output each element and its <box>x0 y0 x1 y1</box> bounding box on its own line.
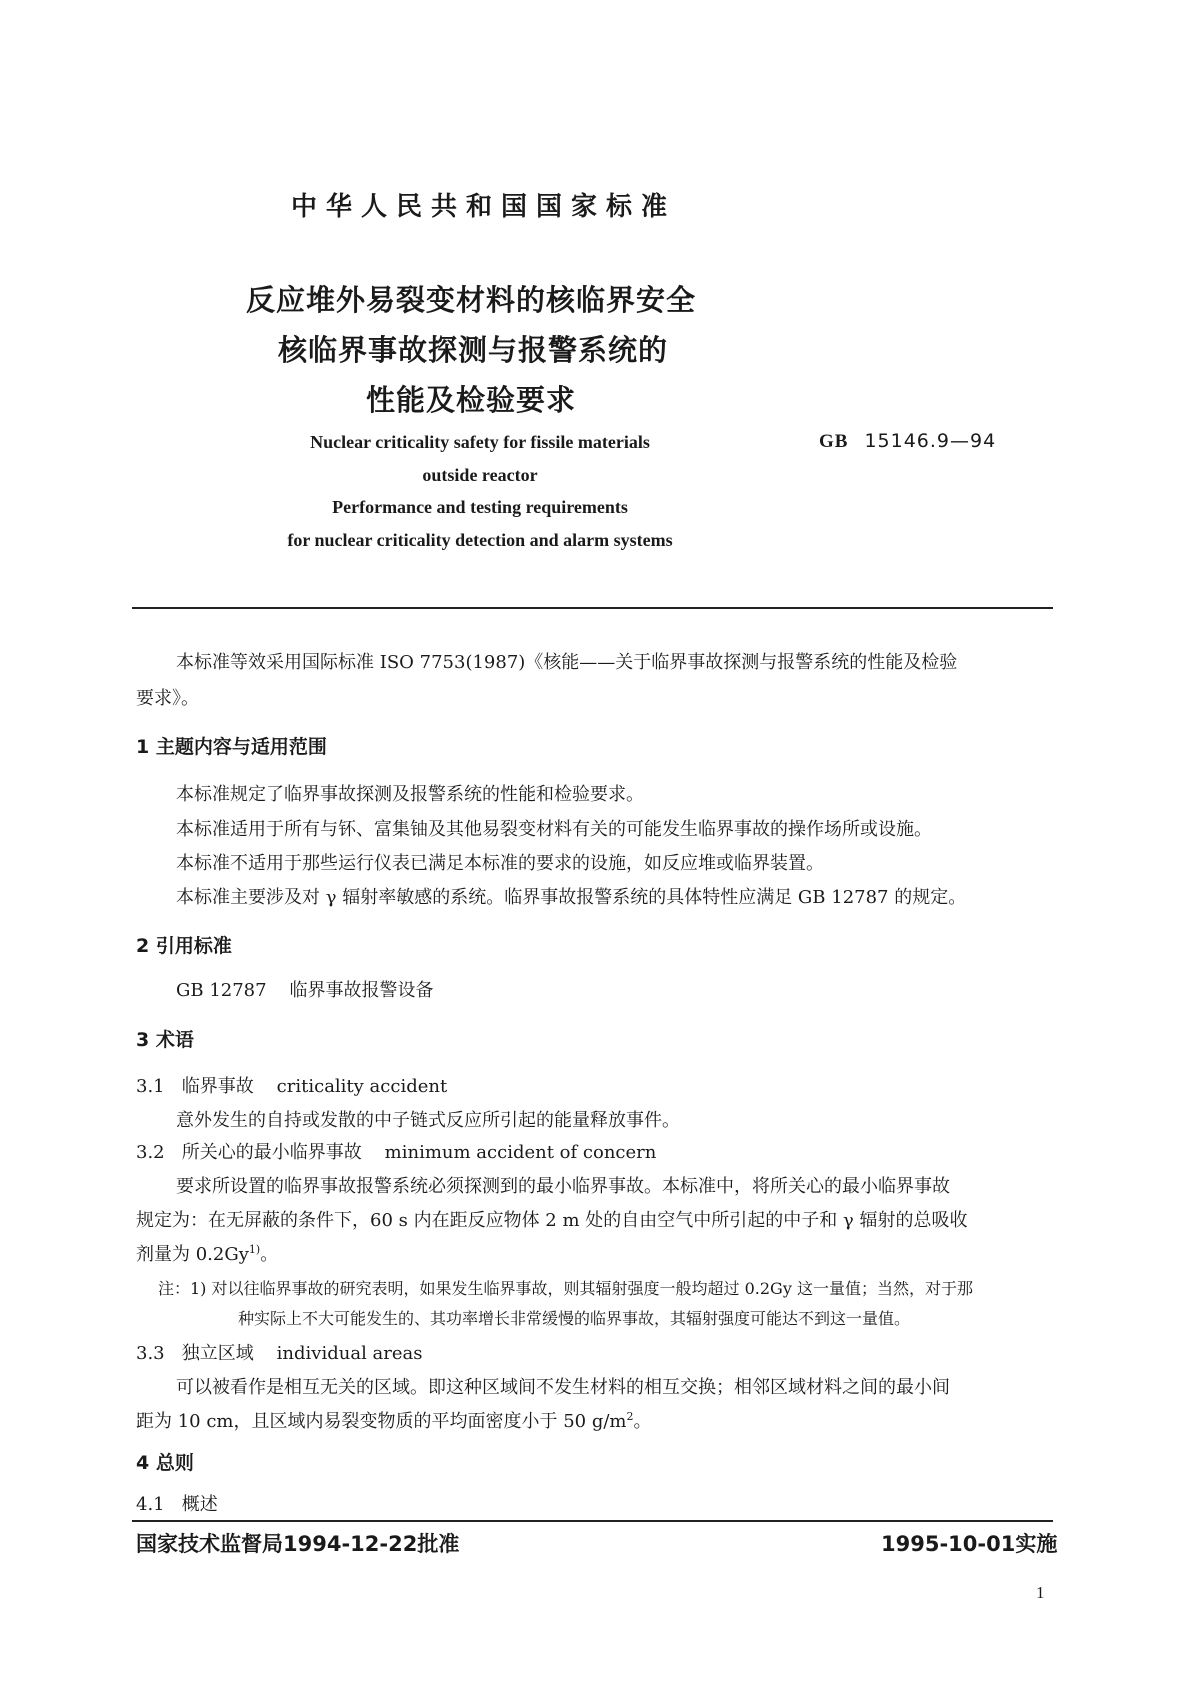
term-3-1-definition: 意外发生的自持或发散的中子链式反应所引起的能量释放事件。 <box>176 1110 680 1131</box>
term-3-3-definition-line-2-text: 距为 10 cm，且区域内易裂变物质的平均面密度小于 50 g/m <box>136 1411 627 1432</box>
section-1-para-4: 本标准主要涉及对 γ 辐射率敏感的系统。临界事故报警系统的具体特性应满足 GB 12787 的规定。 <box>176 887 967 908</box>
term-3-2-definition-line-3-end: 。 <box>260 1244 279 1265</box>
footnote-marker: 1) <box>248 1243 261 1256</box>
title-en-line-4: for nuclear criticality detection and alarm systems <box>287 530 673 550</box>
title-zh-line-2: 核临界事故探测与报警系统的 <box>278 333 669 367</box>
page-number: 1 <box>1036 1583 1045 1602</box>
standard-code-prefix: GB <box>819 431 849 452</box>
term-3-1-label: 3.1 临界事故 criticality accident <box>136 1076 448 1097</box>
subsection-4-1-heading: 4.1 概述 <box>136 1494 218 1515</box>
section-1-para-1: 本标准规定了临界事故探测及报警系统的性能和检验要求。 <box>176 784 644 805</box>
title-en-line-1: Nuclear criticality safety for fissile materials <box>310 432 650 452</box>
header-divider <box>132 607 1053 609</box>
section-2-reference: GB 12787 临界事故报警设备 <box>176 980 434 1001</box>
section-2-heading: 2 引用标准 <box>136 935 232 957</box>
effective-date: 1995-10-01实施 <box>881 1532 1058 1556</box>
section-1-para-3: 本标准不适用于那些运行仪表已满足本标准的要求的设施，如反应堆或临界装置。 <box>176 853 824 874</box>
title-en-line-3: Performance and testing requirements <box>332 497 628 517</box>
title-zh-line-3: 性能及检验要求 <box>366 383 577 417</box>
section-4-heading: 4 总则 <box>136 1452 194 1474</box>
term-3-2-label: 3.2 所关心的最小临界事故 minimum accident of concern <box>136 1142 657 1163</box>
term-3-3-definition-line-1: 可以被看作是相互无关的区域。即这种区域间不发生材料的相互交换；相邻区域材料之间的最小间 <box>176 1377 950 1398</box>
title-en-line-2: outside reactor <box>422 465 538 485</box>
term-3-3-definition-line-2-end: 。 <box>633 1411 652 1432</box>
term-3-2-definition-line-3-text: 剂量为 0.2Gy <box>136 1244 249 1265</box>
term-3-2-definition-line-2: 规定为：在无屏蔽的条件下，60 s 内在距反应物体 2 m 处的自由空气中所引起的中子和 γ 辐射的总吸收 <box>136 1210 968 1231</box>
intro-line-2: 要求》。 <box>136 688 199 709</box>
footnote-line-2: 种实际上不大可能发生的、其功率增长非常缓慢的临界事故，其辐射强度可能达不到这一量值。 <box>238 1309 911 1328</box>
term-3-2-definition-line-3 <box>136 1240 278 1266</box>
term-3-2-definition-line-1: 要求所设置的临界事故报警系统必须探测到的最小临界事故。本标准中，将所关心的最小临界事故 <box>176 1176 950 1197</box>
standard-code <box>819 430 996 453</box>
superscript-2: 2 <box>626 1410 634 1423</box>
footer-divider <box>132 1520 1053 1522</box>
title-zh-line-1: 反应堆外易裂变材料的核临界安全 <box>246 283 697 317</box>
section-1-heading: 1 主题内容与适用范围 <box>136 736 327 758</box>
section-1-para-2: 本标准适用于所有与钚、富集铀及其他易裂变材料有关的可能发生临界事故的操作场所或设施。 <box>176 819 932 840</box>
approval-info: 国家技术监督局1994-12-22批准 <box>136 1532 460 1556</box>
term-3-3-definition-line-2 <box>136 1407 652 1433</box>
national-standard-header: 中华人民共和国国家标准 <box>291 192 677 222</box>
section-3-heading: 3 术语 <box>136 1029 194 1051</box>
term-3-3-label: 3.3 独立区域 individual areas <box>136 1343 423 1364</box>
intro-line-1: 本标准等效采用国际标准 ISO 7753(1987)《核能——关于临界事故探测与报警系统的性能及检验 <box>176 652 958 673</box>
standard-code-number: 15146.9—94 <box>864 430 997 452</box>
footnote-line-1: 注：1) 对以往临界事故的研究表明，如果发生临界事故，则其辐射强度一般均超过 0.2Gy 这一量值；当然，对于那 <box>158 1279 973 1298</box>
